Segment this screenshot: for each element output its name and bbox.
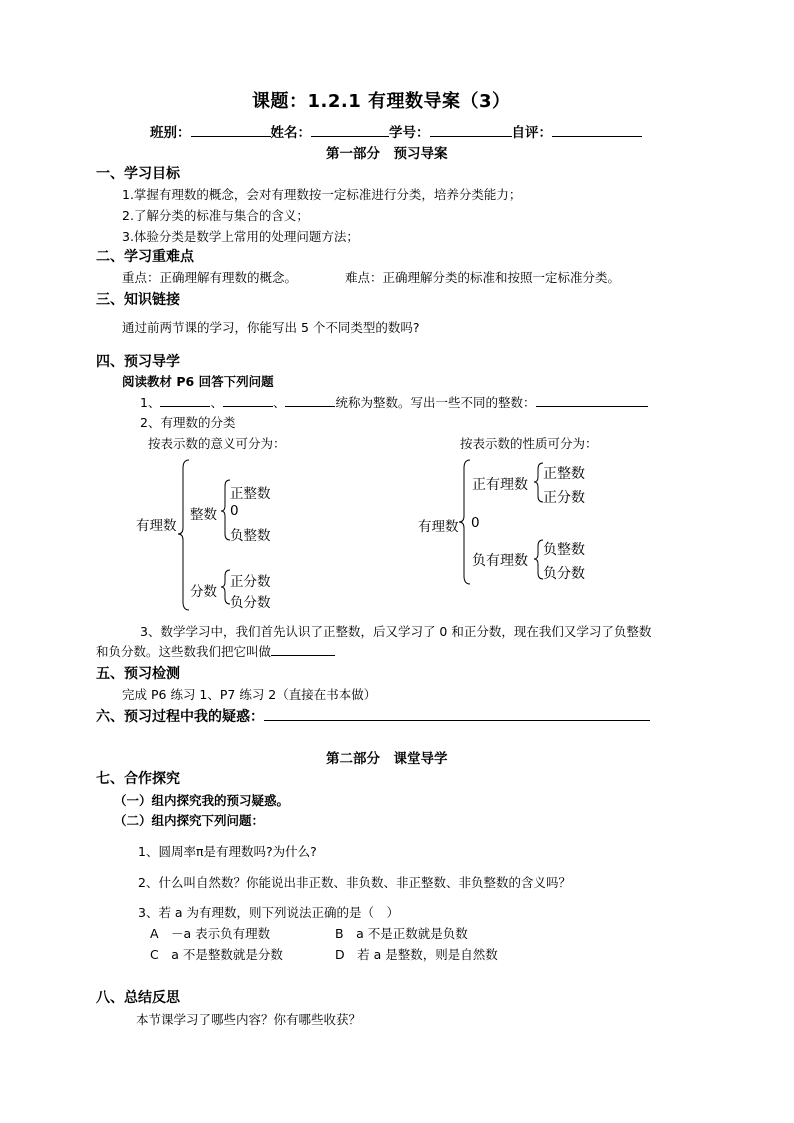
eval-label: 自评： — [511, 125, 552, 141]
s7-q3: 3、若 a 为有理数，则下列说法正确的是（ ） — [138, 905, 400, 920]
part1-heading: 第一部分 预习导案 — [326, 146, 448, 162]
s2-heading: 二、学习重难点 — [96, 249, 194, 265]
q1-sep: 、 — [272, 395, 286, 410]
option-b[interactable]: B a 不是正数就是负数 — [335, 926, 468, 941]
s4-q2: 2、有理数的分类 — [140, 415, 236, 430]
s5-text: 完成 P6 练习 1、P7 练习 2（直接在书本做） — [122, 687, 377, 702]
s8-heading: 八、总结反思 — [96, 990, 180, 1006]
s7-heading: 七、合作探究 — [96, 771, 180, 787]
q1-mid: 统称为整数。写出一些不同的整数： — [335, 395, 536, 410]
integer-child: 正整数 — [230, 486, 271, 502]
zero-node: 0 — [471, 515, 480, 531]
key-point: 重点：正确理解有理数的概念。 — [122, 270, 298, 285]
integer-node: 整数 — [190, 507, 217, 523]
q3-blank[interactable] — [271, 642, 335, 656]
s4-q3-line1: 3、数学学习中，我们首先认识了正整数，后又学习了 0 和正分数，现在我们又学习了负整数 — [140, 624, 652, 639]
left-tree-root: 有理数 — [136, 518, 177, 534]
s7-q1: 1、圆周率π是有理数吗?为什么? — [138, 844, 317, 859]
q3-text: 和负分数。这些数我们把它叫做 — [96, 644, 272, 659]
right-caption: 按表示数的性质可分为： — [460, 436, 598, 451]
positive-node: 正有理数 — [472, 477, 528, 493]
right-root-brace — [459, 460, 470, 584]
s7-sub2: （二）组内探究下列问题： — [114, 813, 265, 828]
positive-brace — [534, 463, 543, 502]
name-label: 姓名： — [270, 125, 311, 141]
fraction-child: 负分数 — [230, 595, 271, 611]
fraction-node: 分数 — [190, 584, 217, 600]
id-label: 学号： — [389, 125, 430, 141]
positive-child: 正整数 — [543, 466, 585, 482]
s4-subheading: 阅读教材 P6 回答下列问题 — [122, 374, 274, 389]
s7-q2: 2、什么叫自然数？你能说出非正数、非负数、非正整数、非负整数的含义吗？ — [138, 875, 571, 890]
left-caption: 按表示数的意义可分为： — [148, 436, 286, 451]
negative-node: 负有理数 — [472, 553, 528, 569]
option-c[interactable]: C a 不是整数就是分数 — [150, 947, 283, 962]
s1-item: 1.掌握有理数的概念，会对有理数按一定标准进行分类，培养分类能力； — [122, 187, 522, 202]
s1-heading: 一、学习目标 — [96, 166, 180, 182]
s4-heading: 四、预习导学 — [96, 354, 180, 370]
s1-item: 2.了解分类的标准与集合的含义； — [122, 208, 309, 223]
s1-item: 3.体验分类是数学上常用的处理问题方法； — [122, 229, 359, 244]
s4-q3-line2 — [96, 642, 335, 660]
option-a[interactable]: A －a 表示负有理数 — [150, 926, 271, 941]
class-label: 班别： — [150, 125, 191, 141]
s6-heading — [96, 706, 650, 726]
s7-sub1: （一）组内探究我的预习疑惑。 — [114, 793, 290, 808]
right-tree-root: 有理数 — [418, 519, 459, 535]
integer-child: 0 — [230, 503, 239, 519]
s3-heading: 三、知识链接 — [96, 292, 180, 308]
page-title: 课题：1.2.1 有理数导案（3） — [252, 91, 511, 112]
q1-sep: 、 — [210, 395, 223, 410]
fraction-brace — [221, 570, 230, 604]
doubt-blank[interactable] — [264, 706, 650, 721]
option-d[interactable]: D 若 a 是整数，则是自然数 — [335, 947, 498, 962]
fraction-child: 正分数 — [230, 574, 271, 590]
s8-text: 本节课学习了哪些内容？你有哪些收获？ — [136, 1012, 362, 1027]
negative-child: 负整数 — [543, 542, 585, 558]
s6-heading-text: 六、预习过程中我的疑惑： — [96, 709, 264, 725]
positive-child: 正分数 — [543, 490, 585, 506]
negative-brace — [534, 540, 543, 579]
s3-text: 通过前两节课的学习，你能写出 5 个不同类型的数吗? — [122, 320, 420, 335]
s5-heading: 五、预习检测 — [96, 666, 180, 682]
part2-heading: 第二部分 课堂导学 — [326, 751, 448, 767]
q1-prefix: 1、 — [140, 395, 161, 410]
left-root-brace — [178, 460, 189, 610]
integer-brace — [221, 480, 230, 540]
integer-child: 负整数 — [230, 528, 271, 544]
negative-child: 负分数 — [543, 566, 585, 582]
difficulty: 难点：正确理解分类的标准和按照一定标准分类。 — [345, 270, 621, 285]
